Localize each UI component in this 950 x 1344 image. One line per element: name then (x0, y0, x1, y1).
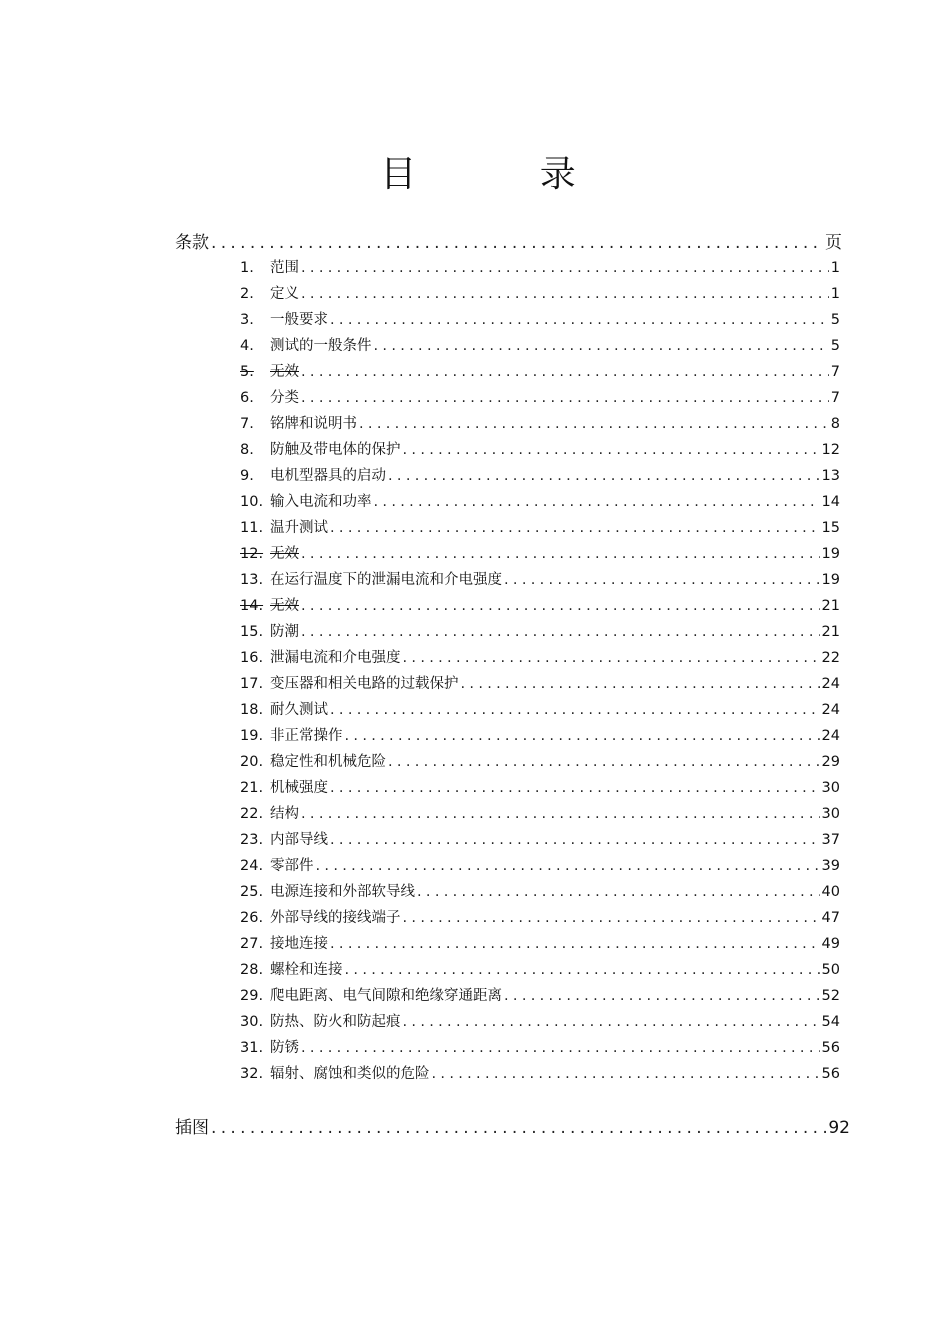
entry-title: 无效 (270, 546, 299, 562)
entry-number: 28. (240, 962, 264, 978)
toc-entry (240, 438, 840, 460)
entry-page: 37 (821, 832, 840, 848)
toc-entry (240, 256, 840, 278)
toc-entry (240, 906, 840, 928)
entry-title: 非正常操作 (270, 728, 343, 744)
entry-number: 3. (240, 312, 254, 328)
entry-number: 5. (240, 364, 254, 380)
entry-number: 4. (240, 338, 254, 354)
entry-title: 辐射、腐蚀和类似的危险 (270, 1066, 430, 1082)
dot-leader (359, 416, 829, 432)
entry-page: 21 (821, 598, 840, 614)
entry-title: 电源连接和外部软导线 (270, 884, 415, 900)
entry-title: 测试的一般条件 (270, 338, 372, 354)
entry-title: 爬电距离、电气间隙和绝缘穿通距离 (270, 988, 502, 1004)
entry-page: 14 (821, 494, 840, 510)
dot-leader (388, 754, 820, 770)
toc-entry (240, 516, 840, 538)
clause-label: 条款 (175, 233, 209, 253)
page-title: 目 录 (380, 154, 632, 195)
entry-page: 29 (821, 754, 840, 770)
entry-page: 40 (821, 884, 840, 900)
toc-entry (240, 1036, 840, 1058)
entry-number: 15. (240, 624, 264, 640)
dot-leader (330, 936, 820, 952)
entry-page: 13 (821, 468, 840, 484)
entry-number: 20. (240, 754, 264, 770)
toc-entry (240, 620, 840, 642)
entry-page: 54 (821, 1014, 840, 1030)
entry-page: 15 (821, 520, 840, 536)
toc-entry (240, 308, 840, 330)
entry-number: 19. (240, 728, 264, 744)
toc-entry (240, 854, 840, 876)
entry-page: 5 (830, 338, 840, 354)
entry-title: 内部导线 (270, 832, 328, 848)
entry-title: 稳定性和机械危险 (270, 754, 386, 770)
dot-leader (301, 286, 829, 302)
dot-leader (301, 598, 820, 614)
entry-number: 30. (240, 1014, 264, 1030)
dot-leader (432, 1066, 820, 1082)
figures-page: 92 (828, 1118, 850, 1138)
dot-leader (301, 1040, 820, 1056)
entry-title: 在运行温度下的泄漏电流和介电强度 (270, 572, 502, 588)
entry-page: 47 (821, 910, 840, 926)
entry-page: 5 (830, 312, 840, 328)
entry-title: 变压器和相关电路的过载保护 (270, 676, 459, 692)
entry-number: 31. (240, 1040, 264, 1056)
dot-leader (417, 884, 820, 900)
entry-title: 接地连接 (270, 936, 328, 952)
toc-entry (240, 932, 840, 954)
entry-page: 19 (821, 546, 840, 562)
dot-leader (301, 364, 829, 380)
dot-leader (211, 1118, 826, 1138)
entry-title: 温升测试 (270, 520, 328, 536)
entry-page: 30 (821, 806, 840, 822)
dot-leader (374, 338, 829, 354)
entry-title: 输入电流和功率 (270, 494, 372, 510)
dot-leader (403, 650, 820, 666)
dot-leader (301, 806, 820, 822)
entry-title: 防热、防火和防起痕 (270, 1014, 401, 1030)
entry-number: 27. (240, 936, 264, 952)
entry-title: 铭牌和说明书 (270, 416, 357, 432)
dot-leader (330, 780, 820, 796)
entry-number: 32. (240, 1066, 264, 1082)
entry-page: 1 (830, 286, 840, 302)
entry-title: 结构 (270, 806, 299, 822)
toc-footer-row (175, 1113, 850, 1138)
entry-page: 39 (821, 858, 840, 874)
toc-entry (240, 724, 840, 746)
entry-title: 范围 (270, 260, 299, 276)
dot-leader (211, 233, 823, 253)
toc-entry (240, 1010, 840, 1032)
dot-leader (330, 832, 820, 848)
toc-header-row (175, 228, 842, 253)
entry-page: 30 (821, 780, 840, 796)
entry-number: 2. (240, 286, 254, 302)
dot-leader (330, 520, 820, 536)
dot-leader (301, 624, 820, 640)
dot-leader (403, 442, 820, 458)
entry-page: 50 (821, 962, 840, 978)
dot-leader (461, 676, 820, 692)
toc-entry (240, 334, 840, 356)
entry-title: 电机型器具的启动 (270, 468, 386, 484)
entry-number: 24. (240, 858, 264, 874)
toc-entry (240, 1062, 840, 1084)
entry-title: 无效 (270, 598, 299, 614)
toc-entry (240, 750, 840, 772)
entry-number: 23. (240, 832, 264, 848)
entry-page: 49 (821, 936, 840, 952)
entry-number: 9. (240, 468, 254, 484)
entry-title: 防触及带电体的保护 (270, 442, 401, 458)
entry-number: 7. (240, 416, 254, 432)
entry-number: 25. (240, 884, 264, 900)
entry-number: 22. (240, 806, 264, 822)
entry-number: 17. (240, 676, 264, 692)
dot-leader (403, 910, 820, 926)
entry-page: 12 (821, 442, 840, 458)
entry-title: 耐久测试 (270, 702, 328, 718)
entry-title: 定义 (270, 286, 299, 302)
dot-leader (301, 260, 829, 276)
entry-title: 外部导线的接线端子 (270, 910, 401, 926)
entry-page: 56 (821, 1040, 840, 1056)
toc-entry (240, 412, 840, 434)
toc-entry (240, 542, 840, 564)
dot-leader (388, 468, 820, 484)
figures-label: 插图 (175, 1118, 209, 1138)
toc-entry (240, 880, 840, 902)
toc-entry (240, 282, 840, 304)
entry-page: 19 (821, 572, 840, 588)
toc-entry (240, 698, 840, 720)
toc-entry (240, 464, 840, 486)
entry-title: 防锈 (270, 1040, 299, 1056)
entry-title: 螺栓和连接 (270, 962, 343, 978)
entry-page: 22 (821, 650, 840, 666)
dot-leader (330, 702, 820, 718)
entry-number: 8. (240, 442, 254, 458)
dot-leader (301, 546, 820, 562)
toc-entry (240, 568, 840, 590)
entry-number: 18. (240, 702, 264, 718)
dot-leader (403, 1014, 820, 1030)
dot-leader (374, 494, 820, 510)
entry-title: 一般要求 (270, 312, 328, 328)
entry-number: 29. (240, 988, 264, 1004)
entry-number: 14. (240, 598, 264, 614)
entry-number: 6. (240, 390, 254, 406)
entry-page: 24 (821, 728, 840, 744)
toc-entry (240, 776, 840, 798)
entry-number: 12. (240, 546, 264, 562)
dot-leader (330, 312, 829, 328)
dot-leader (345, 728, 820, 744)
entry-page: 1 (830, 260, 840, 276)
entry-title: 机械强度 (270, 780, 328, 796)
entry-number: 1. (240, 260, 254, 276)
toc-entry (240, 672, 840, 694)
entry-title: 分类 (270, 390, 299, 406)
toc-entry (240, 984, 840, 1006)
toc-entry (240, 386, 840, 408)
entry-title: 防潮 (270, 624, 299, 640)
entry-number: 16. (240, 650, 264, 666)
entry-number: 10. (240, 494, 264, 510)
entry-page: 52 (821, 988, 840, 1004)
toc-entry (240, 828, 840, 850)
dot-leader (301, 390, 829, 406)
toc-entry (240, 360, 840, 382)
entry-title: 泄漏电流和介电强度 (270, 650, 401, 666)
dot-leader (316, 858, 820, 874)
toc-entry (240, 646, 840, 668)
entry-title: 零部件 (270, 858, 314, 874)
dot-leader (345, 962, 820, 978)
entry-page: 21 (821, 624, 840, 640)
entry-number: 13. (240, 572, 264, 588)
toc-entry (240, 958, 840, 980)
entry-number: 21. (240, 780, 264, 796)
page-label: 页 (825, 233, 842, 253)
toc-entry (240, 490, 840, 512)
entry-page: 8 (830, 416, 840, 432)
entry-number: 26. (240, 910, 264, 926)
entry-page: 7 (830, 364, 840, 380)
toc-entry (240, 594, 840, 616)
entry-number: 11. (240, 520, 264, 536)
entry-page: 24 (821, 702, 840, 718)
dot-leader (504, 572, 820, 588)
toc-entry (240, 802, 840, 824)
entry-page: 56 (821, 1066, 840, 1082)
entry-page: 24 (821, 676, 840, 692)
dot-leader (504, 988, 820, 1004)
entry-page: 7 (830, 390, 840, 406)
entry-title: 无效 (270, 364, 299, 380)
